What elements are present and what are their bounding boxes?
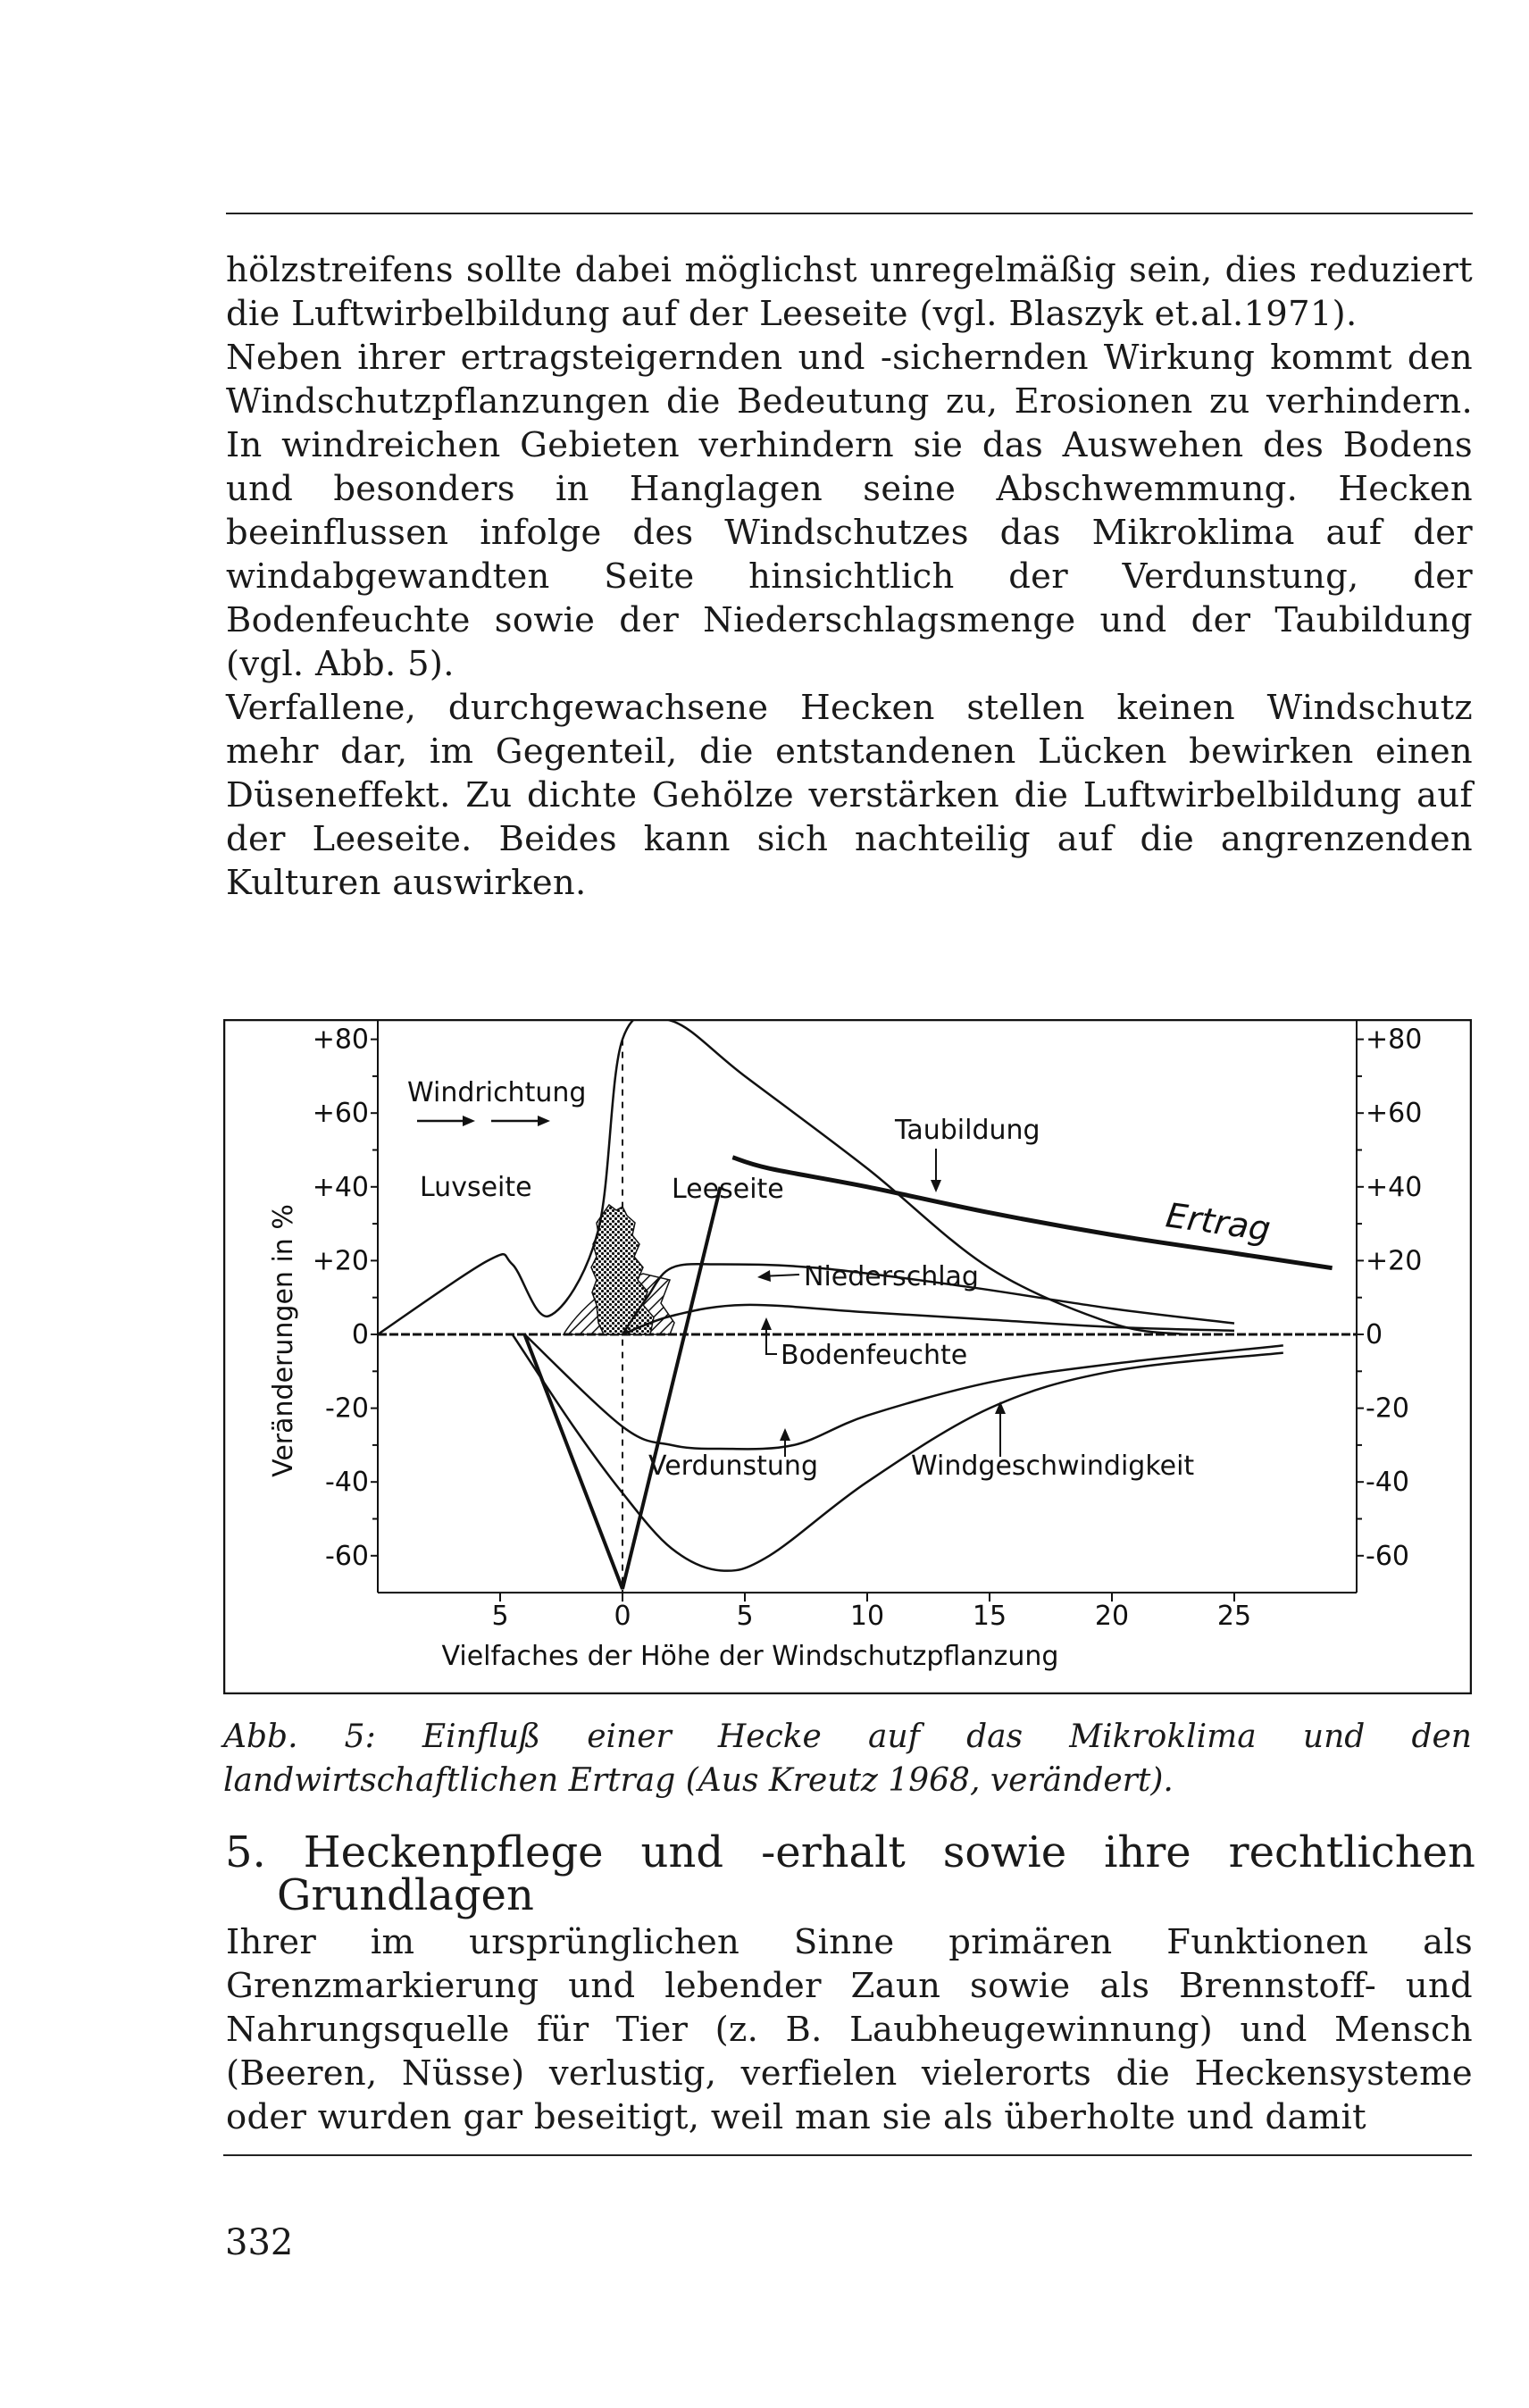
label-niederschlag: Niederschlag [804,1261,979,1292]
heading-word: und [640,1827,724,1877]
label-taubildung: Taubildung [895,1115,1040,1146]
y-tick-label-right: -40 [1366,1467,1409,1499]
arrow-head-icon [757,1270,771,1282]
x-tick-label: 0 [614,1601,631,1633]
x-tick-label: 10 [849,1601,885,1633]
paragraph: hölzstreifens sollte dabei möglichst unregelmäßig sein, dies reduziert die Luftwirbelbildung auf der Leeseite (vgl. Blaszyk et.al.1971). [226,250,1473,334]
heading-word: sowie [942,1827,1067,1877]
label-windgeschwindigkeit: Windgeschwindigkeit [911,1451,1195,1482]
y-tick-label-right: +80 [1366,1024,1423,1056]
y-tick-label-left: -20 [325,1392,369,1425]
x-tick-label: 25 [1216,1601,1252,1633]
y-tick-label-right: -20 [1366,1392,1409,1425]
label-luvseite: Luvseite [420,1172,532,1203]
y-tick-label-left: 0 [351,1319,369,1350]
y-tick-label-right: +40 [1366,1171,1423,1203]
figure-caption: Abb. 5: Einfluß einer Hecke auf das Mikroklima und den landwirtschaftlichen Ertrag (Aus Kreutz 1968, verändert). [223,1718,1472,1799]
label-leeseite: Leeseite [672,1174,784,1205]
label-bodenfeuchte: Bodenfeuchte [781,1340,968,1371]
heading-word: Heckenpflege [303,1827,604,1877]
arrow-head-icon [538,1116,550,1126]
y-tick-label-right: -60 [1366,1540,1409,1572]
x-tick-label: 5 [736,1601,754,1633]
x-tick-label: 15 [972,1601,1007,1633]
microclimate-chart [223,1019,1472,1694]
y-tick-label-left: +80 [312,1024,369,1056]
arrow-head-icon [761,1317,772,1330]
section-heading [225,1827,1475,1920]
y-tick-label-right: +60 [1366,1098,1423,1130]
top-rule [226,213,1473,214]
y-tick-label-right: +20 [1366,1245,1423,1277]
body-text-top [226,248,1473,905]
label-verdunstung: Verdunstung [648,1451,818,1482]
y-tick-label-left: -40 [325,1467,369,1499]
heading-word: ihre [1104,1827,1191,1877]
label-ertrag: Ertrag [1163,1195,1274,1250]
bottom-rule [223,2154,1472,2156]
y-tick-label-left: -60 [325,1540,369,1572]
page-number: 332 [225,2222,294,2263]
series-shelter-line-6 [524,1334,622,1589]
x-tick-label: 5 [491,1601,509,1633]
arrow-head-icon [931,1180,941,1192]
paragraph: Neben ihrer ertragsteigernden und -sichernden Wirkung kommt den Windschutzpflanzungen die Bedeutung zu, Erosionen zu verhindern. In windreichen Gebieten verhindern sie das Auswehen des Bodens und besonders in Hanglagen seine Abschwemmung. Hecken beeinflussen infolge des Windschutzes das Mikroklima auf der windabgewandten Seite hinsichtlich der Verdunstung, der Bodenfeuchte sowie der Niederschlagsmenge und der Taubildung (vgl. Abb. 5). [226,338,1473,684]
x-axis-title: Vielfaches der Höhe der Windschutzpflanzung [441,1641,1059,1672]
x-tick-label: 20 [1094,1601,1130,1633]
body-text-bottom [226,1920,1473,2139]
arrow-head-icon [463,1116,475,1126]
arrow-head-icon [995,1401,1006,1414]
label-windrichtung: Windrichtung [407,1077,587,1108]
paragraph: Ihrer im ursprünglichen Sinne primären Funktionen als Grenzmarkierung und lebender Zaun sowie als Brennstoff- und Nahrungsquelle für Tier (z. B. Laubheugewinnung) und Mensch (Beeren, Nüsse) verlustig, verfielen vielerorts die Heckensysteme oder wurden gar beseitigt, weil man sie als überholte und damit [226,1922,1473,2137]
heading-number: 5. [225,1827,266,1877]
heading-word: -erhalt [761,1827,906,1877]
heading-word: rechtlichen [1228,1827,1475,1877]
y-tick-label-right: 0 [1366,1319,1383,1350]
heading-line-2: Grundlagen [277,1870,534,1920]
figure-abb-5 [223,1019,1472,1694]
y-tick-label-left: +60 [312,1098,369,1130]
arrow-head-icon [780,1428,790,1441]
paragraph: Verfallene, durchgewachsene Hecken stellen keinen Windschutz mehr dar, im Gegenteil, die entstandenen Lücken bewirken einen Düseneffekt. Zu dichte Gehölze verstärken die Luftwirbelbildung auf der Leeseite. Beides kann sich nachteilig auf die angrenzenden Kulturen auswirken. [226,688,1473,903]
y-tick-label-left: +20 [312,1245,369,1277]
y-tick-label-left: +40 [312,1171,369,1203]
y-axis-title: Veränderungen in % [268,1204,299,1477]
